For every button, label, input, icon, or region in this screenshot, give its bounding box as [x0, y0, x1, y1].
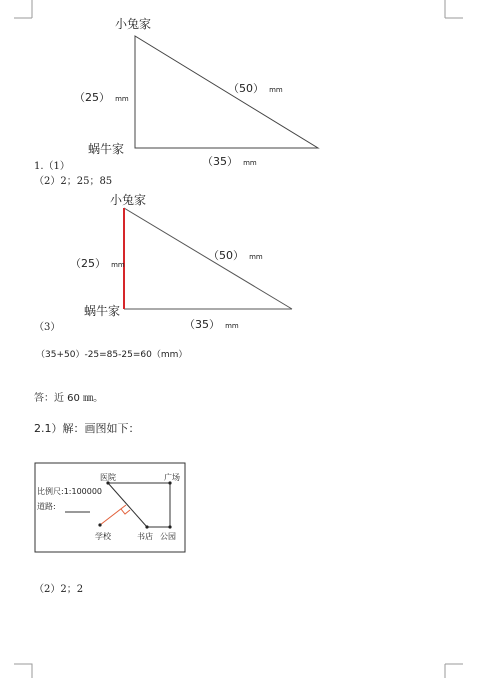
- point-bookstore: [145, 525, 148, 528]
- q2-answer2: （2）2；2: [34, 584, 84, 595]
- map-label-square: 广场: [164, 473, 180, 482]
- fig1-top-label: 小兔家: [115, 17, 152, 31]
- q1-part2: （2）2；25；85: [34, 176, 113, 187]
- fig2-top-label: 小兔家: [110, 193, 147, 207]
- fig2-hyp-value: （50）: [208, 249, 244, 262]
- fig2-base-value: （35）: [184, 318, 220, 331]
- fig2-left-unit: mm: [111, 261, 125, 269]
- fig2-base-unit: mm: [225, 322, 239, 330]
- q1-part1: 1.（1）: [34, 161, 70, 172]
- map-road-text: 道路:: [37, 502, 56, 511]
- map-label-hospital: 医院: [100, 473, 116, 482]
- fig1-base-value: （35）: [202, 155, 238, 168]
- fig1-left-unit: mm: [115, 95, 129, 103]
- part3-equation: （35+50）-25=85-25=60（mm）: [36, 350, 188, 360]
- route-hospital-to-bookstore: [108, 483, 147, 527]
- map-label-bookstore: 书店: [137, 532, 153, 541]
- fig2-left-value: （25）: [70, 257, 106, 270]
- map-label-park: 公园: [160, 532, 176, 541]
- map-scale-text: 比例尺:1:100000: [37, 487, 103, 496]
- q2-heading: 2.1）解：画图如下：: [34, 422, 140, 435]
- point-school: [98, 523, 101, 526]
- fig1-left-value: （25）: [74, 91, 110, 104]
- fig1-hyp-value: （50）: [228, 82, 264, 95]
- part3-label: （3）: [34, 322, 61, 333]
- point-park: [168, 525, 171, 528]
- map-label-school: 学校: [95, 532, 111, 541]
- fig1-base-unit: mm: [243, 159, 257, 167]
- fig2-hyp-unit: mm: [249, 253, 263, 261]
- right-angle-mark: [121, 509, 130, 514]
- fig2-bottom-label: 蜗牛家: [84, 304, 121, 318]
- part3-answer: 答：近 60 ㎜。: [34, 393, 104, 404]
- fig1-hyp-unit: mm: [269, 86, 283, 94]
- perpendicular-school-line: [100, 505, 126, 525]
- fig1-bottom-label: 蜗牛家: [88, 142, 125, 156]
